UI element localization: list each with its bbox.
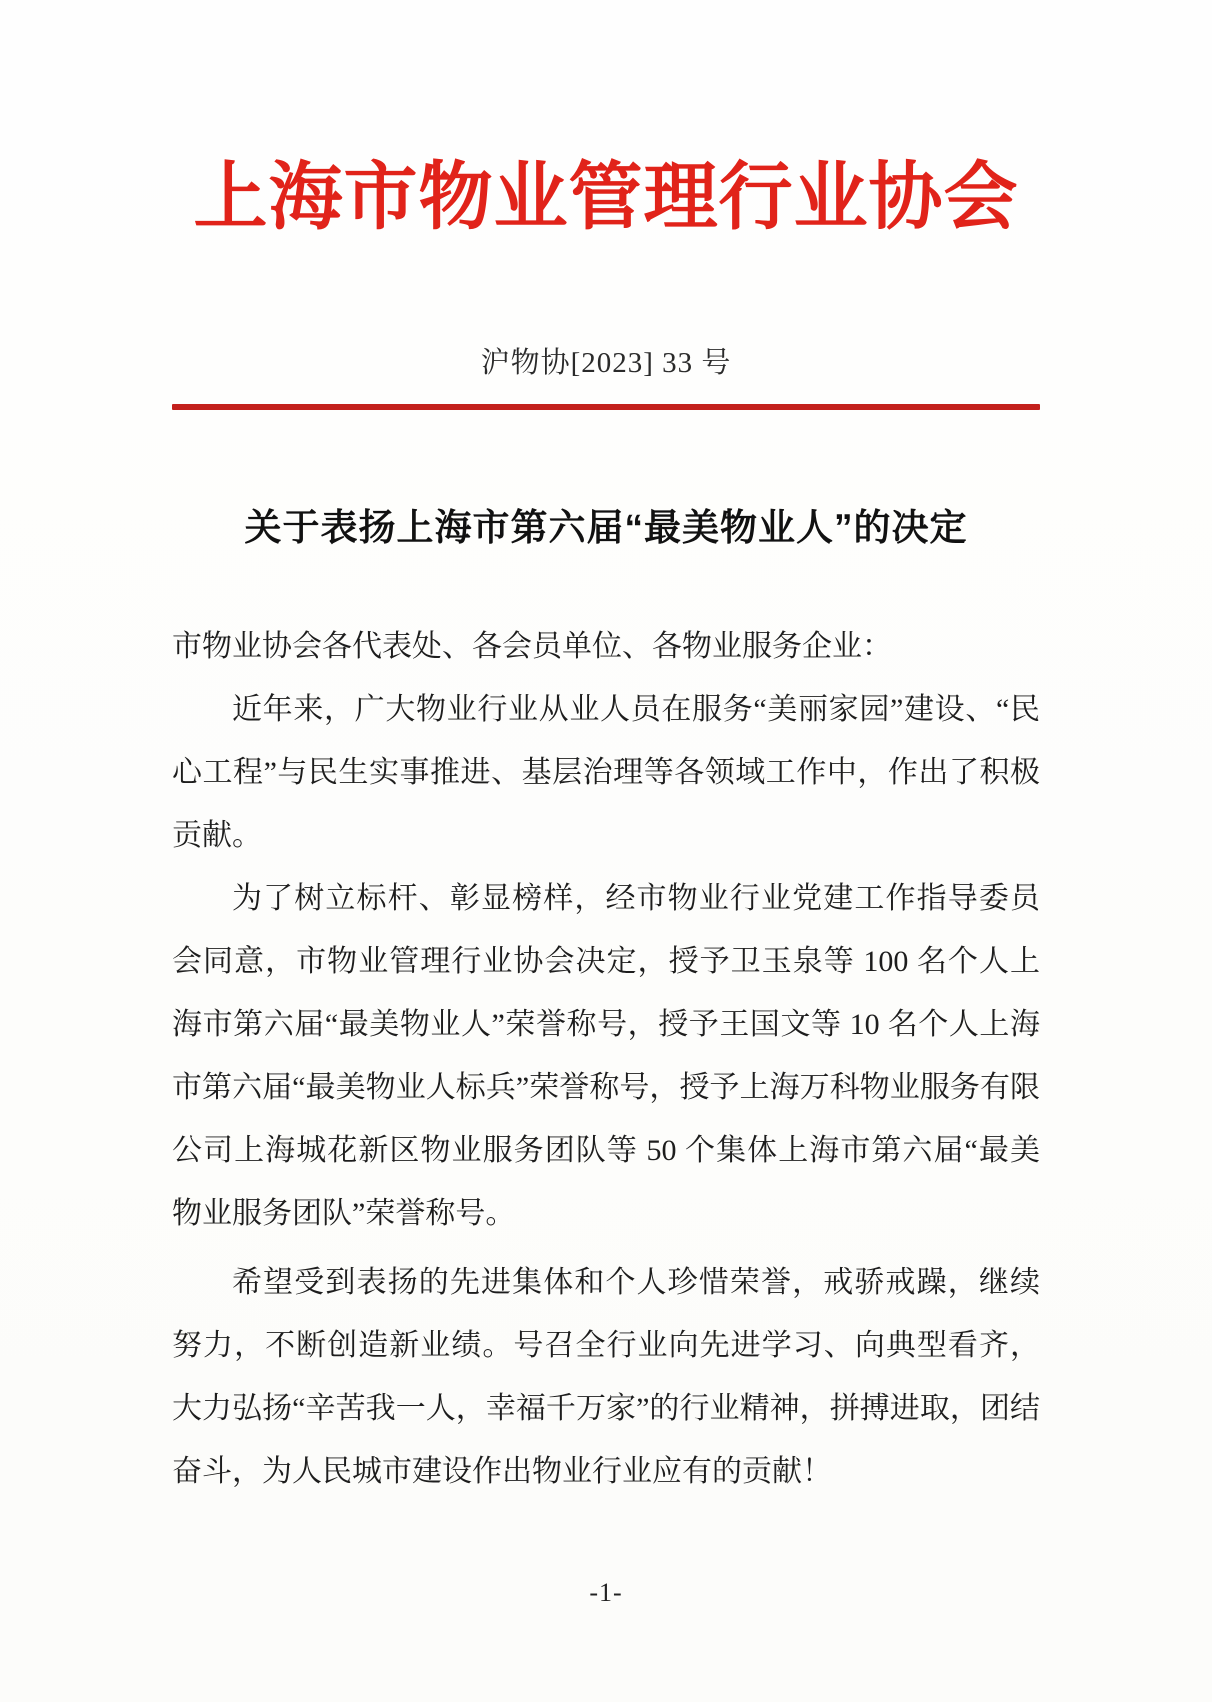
paragraph-intro: 近年来，广大物业行业从业人员在服务“美丽家园”建设、“民心工程”与民生实事推进、基层治理等各领域工作中，作出了积极贡献。 [172, 693, 1040, 852]
red-divider-line [172, 404, 1040, 410]
paragraph-awards: 为了树立标杆、彰显榜样，经市物业行业党建工作指导委员会同意，市物业管理行业协会决定，授予卫玉泉等 100 名个人上海市第六届“最美物业人”荣誉称号，授予王国文等 10 名个人上海市第六届“最美物业人标兵”荣誉称号，授予上海万科物业服务有限公司上海城花新区物业服务团队等 50 个集体上海市第六届“最美物业服务团队”荣誉称号。 [172, 882, 1040, 1230]
page-number: -1- [589, 1578, 623, 1607]
salutation-line: 市物业协会各代表处、各会员单位、各物业服务企业： [172, 630, 892, 663]
doc-title: 关于表扬上海市第六届“最美物业人”的决定 [244, 507, 968, 548]
doc-number: 沪物协[2023] 33 号 [480, 347, 732, 379]
document-body [172, 615, 1040, 1503]
org-title: 上海市物业管理行业协会 [193, 157, 1019, 239]
paragraph-closing: 希望受到表扬的先进集体和个人珍惜荣誉，戒骄戒躁，继续努力，不断创造新业绩。号召全行业向先进学习、向典型看齐，大力弘扬“辛苦我一人，幸福千万家”的行业精神，拼搏进取，团结奋斗，为人民城市建设作出物业行业应有的贡献！ [172, 1266, 1040, 1488]
